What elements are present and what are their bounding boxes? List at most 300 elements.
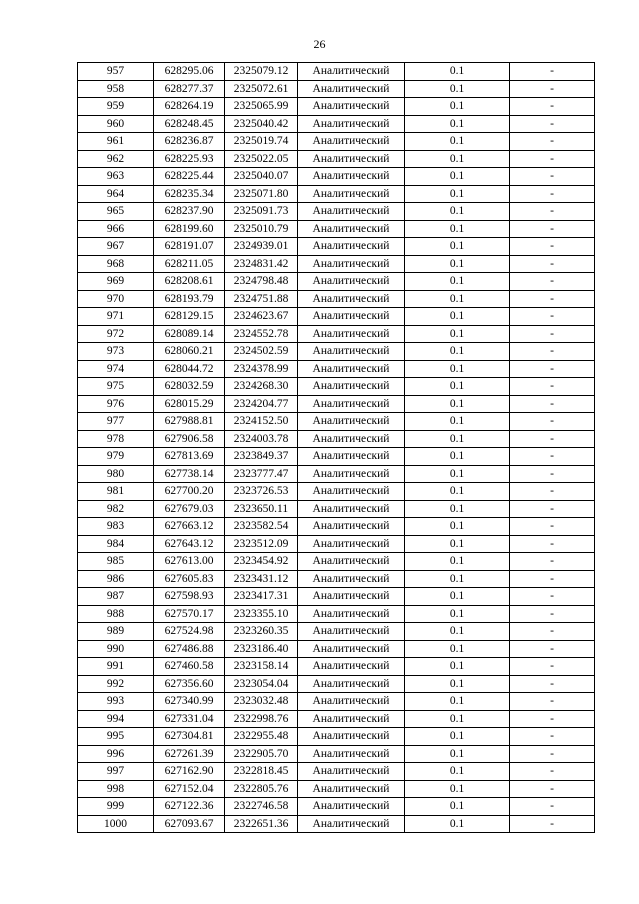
y-coordinate-cell: 2325072.61 — [225, 80, 298, 98]
note-cell: - — [510, 378, 595, 396]
accuracy-cell: 0.1 — [405, 150, 510, 168]
x-coordinate-cell: 627643.12 — [154, 535, 225, 553]
method-cell: Аналитический — [298, 623, 405, 641]
accuracy-cell: 0.1 — [405, 168, 510, 186]
y-coordinate-cell: 2323726.53 — [225, 483, 298, 501]
note-cell: - — [510, 728, 595, 746]
point-number-cell: 991 — [78, 658, 154, 676]
note-cell: - — [510, 448, 595, 466]
table-row — [78, 238, 595, 256]
x-coordinate-cell: 627152.04 — [154, 780, 225, 798]
x-coordinate-cell: 627486.88 — [154, 640, 225, 658]
method-cell: Аналитический — [298, 325, 405, 343]
accuracy-cell: 0.1 — [405, 203, 510, 221]
y-coordinate-cell: 2324502.59 — [225, 343, 298, 361]
note-cell: - — [510, 465, 595, 483]
table-row — [78, 710, 595, 728]
y-coordinate-cell: 2324939.01 — [225, 238, 298, 256]
x-coordinate-cell: 628237.90 — [154, 203, 225, 221]
note-cell: - — [510, 623, 595, 641]
method-cell: Аналитический — [298, 570, 405, 588]
method-cell: Аналитический — [298, 640, 405, 658]
point-number-cell: 990 — [78, 640, 154, 658]
x-coordinate-cell: 627093.67 — [154, 815, 225, 833]
y-coordinate-cell: 2325091.73 — [225, 203, 298, 221]
method-cell: Аналитический — [298, 553, 405, 571]
point-number-cell: 985 — [78, 553, 154, 571]
method-cell: Аналитический — [298, 255, 405, 273]
x-coordinate-cell: 627356.60 — [154, 675, 225, 693]
coordinates-table-body — [78, 63, 595, 833]
x-coordinate-cell: 628191.07 — [154, 238, 225, 256]
note-cell: - — [510, 63, 595, 81]
method-cell: Аналитический — [298, 168, 405, 186]
table-row — [78, 745, 595, 763]
note-cell: - — [510, 80, 595, 98]
x-coordinate-cell: 628264.19 — [154, 98, 225, 116]
note-cell: - — [510, 185, 595, 203]
point-number-cell: 970 — [78, 290, 154, 308]
table-row — [78, 308, 595, 326]
method-cell: Аналитический — [298, 273, 405, 291]
point-number-cell: 966 — [78, 220, 154, 238]
x-coordinate-cell: 628199.60 — [154, 220, 225, 238]
point-number-cell: 968 — [78, 255, 154, 273]
y-coordinate-cell: 2324831.42 — [225, 255, 298, 273]
y-coordinate-cell: 2325022.05 — [225, 150, 298, 168]
note-cell: - — [510, 588, 595, 606]
x-coordinate-cell: 628044.72 — [154, 360, 225, 378]
y-coordinate-cell: 2325040.07 — [225, 168, 298, 186]
point-number-cell: 1000 — [78, 815, 154, 833]
note-cell: - — [510, 395, 595, 413]
method-cell: Аналитический — [298, 80, 405, 98]
table-row — [78, 448, 595, 466]
accuracy-cell: 0.1 — [405, 500, 510, 518]
point-number-cell: 963 — [78, 168, 154, 186]
table-row — [78, 80, 595, 98]
table-row — [78, 430, 595, 448]
y-coordinate-cell: 2323582.54 — [225, 518, 298, 536]
note-cell: - — [510, 535, 595, 553]
table-row — [78, 220, 595, 238]
note-cell: - — [510, 500, 595, 518]
point-number-cell: 967 — [78, 238, 154, 256]
table-row — [78, 290, 595, 308]
point-number-cell: 996 — [78, 745, 154, 763]
table-row — [78, 465, 595, 483]
accuracy-cell: 0.1 — [405, 343, 510, 361]
point-number-cell: 983 — [78, 518, 154, 536]
accuracy-cell: 0.1 — [405, 80, 510, 98]
accuracy-cell: 0.1 — [405, 570, 510, 588]
y-coordinate-cell: 2324268.30 — [225, 378, 298, 396]
x-coordinate-cell: 628193.79 — [154, 290, 225, 308]
accuracy-cell: 0.1 — [405, 535, 510, 553]
x-coordinate-cell: 627261.39 — [154, 745, 225, 763]
y-coordinate-cell: 2324152.50 — [225, 413, 298, 431]
method-cell: Аналитический — [298, 343, 405, 361]
accuracy-cell: 0.1 — [405, 798, 510, 816]
table-row — [78, 535, 595, 553]
method-cell: Аналитический — [298, 658, 405, 676]
accuracy-cell: 0.1 — [405, 605, 510, 623]
accuracy-cell: 0.1 — [405, 308, 510, 326]
note-cell: - — [510, 255, 595, 273]
note-cell: - — [510, 640, 595, 658]
table-row — [78, 675, 595, 693]
table-row — [78, 413, 595, 431]
method-cell: Аналитический — [298, 518, 405, 536]
y-coordinate-cell: 2325079.12 — [225, 63, 298, 81]
y-coordinate-cell: 2322818.45 — [225, 763, 298, 781]
point-number-cell: 960 — [78, 115, 154, 133]
y-coordinate-cell: 2323512.09 — [225, 535, 298, 553]
point-number-cell: 969 — [78, 273, 154, 291]
x-coordinate-cell: 627162.90 — [154, 763, 225, 781]
table-row — [78, 343, 595, 361]
accuracy-cell: 0.1 — [405, 465, 510, 483]
note-cell: - — [510, 675, 595, 693]
y-coordinate-cell: 2325040.42 — [225, 115, 298, 133]
y-coordinate-cell: 2323777.47 — [225, 465, 298, 483]
note-cell: - — [510, 763, 595, 781]
table-row — [78, 63, 595, 81]
x-coordinate-cell: 627570.17 — [154, 605, 225, 623]
accuracy-cell: 0.1 — [405, 360, 510, 378]
point-number-cell: 974 — [78, 360, 154, 378]
x-coordinate-cell: 627122.36 — [154, 798, 225, 816]
table-row — [78, 798, 595, 816]
x-coordinate-cell: 627598.93 — [154, 588, 225, 606]
method-cell: Аналитический — [298, 63, 405, 81]
y-coordinate-cell: 2325019.74 — [225, 133, 298, 151]
note-cell: - — [510, 518, 595, 536]
table-row — [78, 780, 595, 798]
note-cell: - — [510, 693, 595, 711]
method-cell: Аналитический — [298, 780, 405, 798]
note-cell: - — [510, 780, 595, 798]
accuracy-cell: 0.1 — [405, 710, 510, 728]
method-cell: Аналитический — [298, 500, 405, 518]
method-cell: Аналитический — [298, 745, 405, 763]
note-cell: - — [510, 570, 595, 588]
point-number-cell: 994 — [78, 710, 154, 728]
table-row — [78, 693, 595, 711]
table-row — [78, 168, 595, 186]
note-cell: - — [510, 220, 595, 238]
note-cell: - — [510, 238, 595, 256]
table-row — [78, 133, 595, 151]
table-row — [78, 395, 595, 413]
accuracy-cell: 0.1 — [405, 675, 510, 693]
x-coordinate-cell: 628235.34 — [154, 185, 225, 203]
table-row — [78, 150, 595, 168]
accuracy-cell: 0.1 — [405, 588, 510, 606]
method-cell: Аналитический — [298, 395, 405, 413]
x-coordinate-cell: 627605.83 — [154, 570, 225, 588]
method-cell: Аналитический — [298, 185, 405, 203]
accuracy-cell: 0.1 — [405, 483, 510, 501]
x-coordinate-cell: 628060.21 — [154, 343, 225, 361]
point-number-cell: 988 — [78, 605, 154, 623]
accuracy-cell: 0.1 — [405, 220, 510, 238]
y-coordinate-cell: 2323355.10 — [225, 605, 298, 623]
y-coordinate-cell: 2323260.35 — [225, 623, 298, 641]
table-row — [78, 570, 595, 588]
note-cell: - — [510, 483, 595, 501]
note-cell: - — [510, 658, 595, 676]
y-coordinate-cell: 2322955.48 — [225, 728, 298, 746]
point-number-cell: 959 — [78, 98, 154, 116]
table-row — [78, 815, 595, 833]
accuracy-cell: 0.1 — [405, 623, 510, 641]
accuracy-cell: 0.1 — [405, 255, 510, 273]
accuracy-cell: 0.1 — [405, 115, 510, 133]
x-coordinate-cell: 627738.14 — [154, 465, 225, 483]
method-cell: Аналитический — [298, 728, 405, 746]
point-number-cell: 997 — [78, 763, 154, 781]
accuracy-cell: 0.1 — [405, 63, 510, 81]
point-number-cell: 981 — [78, 483, 154, 501]
y-coordinate-cell: 2324204.77 — [225, 395, 298, 413]
point-number-cell: 982 — [78, 500, 154, 518]
accuracy-cell: 0.1 — [405, 185, 510, 203]
point-number-cell: 975 — [78, 378, 154, 396]
point-number-cell: 973 — [78, 343, 154, 361]
x-coordinate-cell: 628225.93 — [154, 150, 225, 168]
point-number-cell: 957 — [78, 63, 154, 81]
y-coordinate-cell: 2322805.76 — [225, 780, 298, 798]
y-coordinate-cell: 2325010.79 — [225, 220, 298, 238]
y-coordinate-cell: 2325071.80 — [225, 185, 298, 203]
note-cell: - — [510, 710, 595, 728]
y-coordinate-cell: 2324798.48 — [225, 273, 298, 291]
x-coordinate-cell: 627988.81 — [154, 413, 225, 431]
note-cell: - — [510, 798, 595, 816]
method-cell: Аналитический — [298, 308, 405, 326]
table-row — [78, 728, 595, 746]
accuracy-cell: 0.1 — [405, 430, 510, 448]
note-cell: - — [510, 605, 595, 623]
table-row — [78, 518, 595, 536]
point-number-cell: 979 — [78, 448, 154, 466]
y-coordinate-cell: 2324623.67 — [225, 308, 298, 326]
coordinates-table — [77, 62, 595, 833]
point-number-cell: 980 — [78, 465, 154, 483]
point-number-cell: 977 — [78, 413, 154, 431]
method-cell: Аналитический — [298, 360, 405, 378]
accuracy-cell: 0.1 — [405, 448, 510, 466]
point-number-cell: 999 — [78, 798, 154, 816]
y-coordinate-cell: 2323431.12 — [225, 570, 298, 588]
note-cell: - — [510, 343, 595, 361]
accuracy-cell: 0.1 — [405, 553, 510, 571]
accuracy-cell: 0.1 — [405, 518, 510, 536]
note-cell: - — [510, 168, 595, 186]
table-row — [78, 325, 595, 343]
y-coordinate-cell: 2323849.37 — [225, 448, 298, 466]
point-number-cell: 964 — [78, 185, 154, 203]
table-row — [78, 553, 595, 571]
table-row — [78, 255, 595, 273]
method-cell: Аналитический — [298, 675, 405, 693]
table-row — [78, 658, 595, 676]
accuracy-cell: 0.1 — [405, 133, 510, 151]
table-row — [78, 115, 595, 133]
accuracy-cell: 0.1 — [405, 273, 510, 291]
note-cell: - — [510, 360, 595, 378]
x-coordinate-cell: 628015.29 — [154, 395, 225, 413]
accuracy-cell: 0.1 — [405, 640, 510, 658]
y-coordinate-cell: 2323032.48 — [225, 693, 298, 711]
accuracy-cell: 0.1 — [405, 745, 510, 763]
y-coordinate-cell: 2323650.11 — [225, 500, 298, 518]
method-cell: Аналитический — [298, 483, 405, 501]
method-cell: Аналитический — [298, 378, 405, 396]
method-cell: Аналитический — [298, 605, 405, 623]
x-coordinate-cell: 627813.69 — [154, 448, 225, 466]
table-row — [78, 605, 595, 623]
x-coordinate-cell: 628295.06 — [154, 63, 225, 81]
point-number-cell: 961 — [78, 133, 154, 151]
note-cell: - — [510, 815, 595, 833]
note-cell: - — [510, 150, 595, 168]
x-coordinate-cell: 627331.04 — [154, 710, 225, 728]
method-cell: Аналитический — [298, 448, 405, 466]
table-row — [78, 500, 595, 518]
table-row — [78, 588, 595, 606]
method-cell: Аналитический — [298, 150, 405, 168]
y-coordinate-cell: 2325065.99 — [225, 98, 298, 116]
accuracy-cell: 0.1 — [405, 325, 510, 343]
method-cell: Аналитический — [298, 798, 405, 816]
point-number-cell: 978 — [78, 430, 154, 448]
method-cell: Аналитический — [298, 693, 405, 711]
accuracy-cell: 0.1 — [405, 763, 510, 781]
note-cell: - — [510, 115, 595, 133]
point-number-cell: 976 — [78, 395, 154, 413]
point-number-cell: 986 — [78, 570, 154, 588]
y-coordinate-cell: 2323158.14 — [225, 658, 298, 676]
y-coordinate-cell: 2324751.88 — [225, 290, 298, 308]
y-coordinate-cell: 2323417.31 — [225, 588, 298, 606]
accuracy-cell: 0.1 — [405, 658, 510, 676]
note-cell: - — [510, 98, 595, 116]
accuracy-cell: 0.1 — [405, 728, 510, 746]
method-cell: Аналитический — [298, 290, 405, 308]
y-coordinate-cell: 2324003.78 — [225, 430, 298, 448]
point-number-cell: 972 — [78, 325, 154, 343]
method-cell: Аналитический — [298, 413, 405, 431]
accuracy-cell: 0.1 — [405, 395, 510, 413]
table-row — [78, 98, 595, 116]
x-coordinate-cell: 628129.15 — [154, 308, 225, 326]
note-cell: - — [510, 290, 595, 308]
table-row — [78, 203, 595, 221]
y-coordinate-cell: 2323454.92 — [225, 553, 298, 571]
x-coordinate-cell: 628248.45 — [154, 115, 225, 133]
method-cell: Аналитический — [298, 133, 405, 151]
method-cell: Аналитический — [298, 815, 405, 833]
x-coordinate-cell: 627906.58 — [154, 430, 225, 448]
point-number-cell: 989 — [78, 623, 154, 641]
method-cell: Аналитический — [298, 115, 405, 133]
x-coordinate-cell: 628089.14 — [154, 325, 225, 343]
table-row — [78, 623, 595, 641]
x-coordinate-cell: 628225.44 — [154, 168, 225, 186]
point-number-cell: 965 — [78, 203, 154, 221]
accuracy-cell: 0.1 — [405, 780, 510, 798]
note-cell: - — [510, 553, 595, 571]
table-row — [78, 640, 595, 658]
x-coordinate-cell: 628032.59 — [154, 378, 225, 396]
table-row — [78, 483, 595, 501]
table-row — [78, 763, 595, 781]
x-coordinate-cell: 627613.00 — [154, 553, 225, 571]
x-coordinate-cell: 628277.37 — [154, 80, 225, 98]
x-coordinate-cell: 628211.05 — [154, 255, 225, 273]
y-coordinate-cell: 2322998.76 — [225, 710, 298, 728]
method-cell: Аналитический — [298, 98, 405, 116]
table-row — [78, 273, 595, 291]
accuracy-cell: 0.1 — [405, 815, 510, 833]
accuracy-cell: 0.1 — [405, 378, 510, 396]
x-coordinate-cell: 628236.87 — [154, 133, 225, 151]
y-coordinate-cell: 2324552.78 — [225, 325, 298, 343]
point-number-cell: 995 — [78, 728, 154, 746]
x-coordinate-cell: 627340.99 — [154, 693, 225, 711]
note-cell: - — [510, 745, 595, 763]
point-number-cell: 993 — [78, 693, 154, 711]
accuracy-cell: 0.1 — [405, 98, 510, 116]
y-coordinate-cell: 2322746.58 — [225, 798, 298, 816]
point-number-cell: 962 — [78, 150, 154, 168]
note-cell: - — [510, 308, 595, 326]
x-coordinate-cell: 628208.61 — [154, 273, 225, 291]
x-coordinate-cell: 627700.20 — [154, 483, 225, 501]
method-cell: Аналитический — [298, 710, 405, 728]
note-cell: - — [510, 430, 595, 448]
method-cell: Аналитический — [298, 763, 405, 781]
note-cell: - — [510, 133, 595, 151]
y-coordinate-cell: 2322651.36 — [225, 815, 298, 833]
note-cell: - — [510, 273, 595, 291]
accuracy-cell: 0.1 — [405, 238, 510, 256]
method-cell: Аналитический — [298, 588, 405, 606]
note-cell: - — [510, 203, 595, 221]
table-row — [78, 378, 595, 396]
point-number-cell: 958 — [78, 80, 154, 98]
y-coordinate-cell: 2323054.04 — [225, 675, 298, 693]
x-coordinate-cell: 627460.58 — [154, 658, 225, 676]
point-number-cell: 971 — [78, 308, 154, 326]
accuracy-cell: 0.1 — [405, 413, 510, 431]
method-cell: Аналитический — [298, 238, 405, 256]
y-coordinate-cell: 2324378.99 — [225, 360, 298, 378]
point-number-cell: 984 — [78, 535, 154, 553]
method-cell: Аналитический — [298, 220, 405, 238]
method-cell: Аналитический — [298, 430, 405, 448]
x-coordinate-cell: 627663.12 — [154, 518, 225, 536]
accuracy-cell: 0.1 — [405, 290, 510, 308]
point-number-cell: 987 — [78, 588, 154, 606]
note-cell: - — [510, 325, 595, 343]
note-cell: - — [510, 413, 595, 431]
table-row — [78, 360, 595, 378]
method-cell: Аналитический — [298, 203, 405, 221]
method-cell: Аналитический — [298, 465, 405, 483]
